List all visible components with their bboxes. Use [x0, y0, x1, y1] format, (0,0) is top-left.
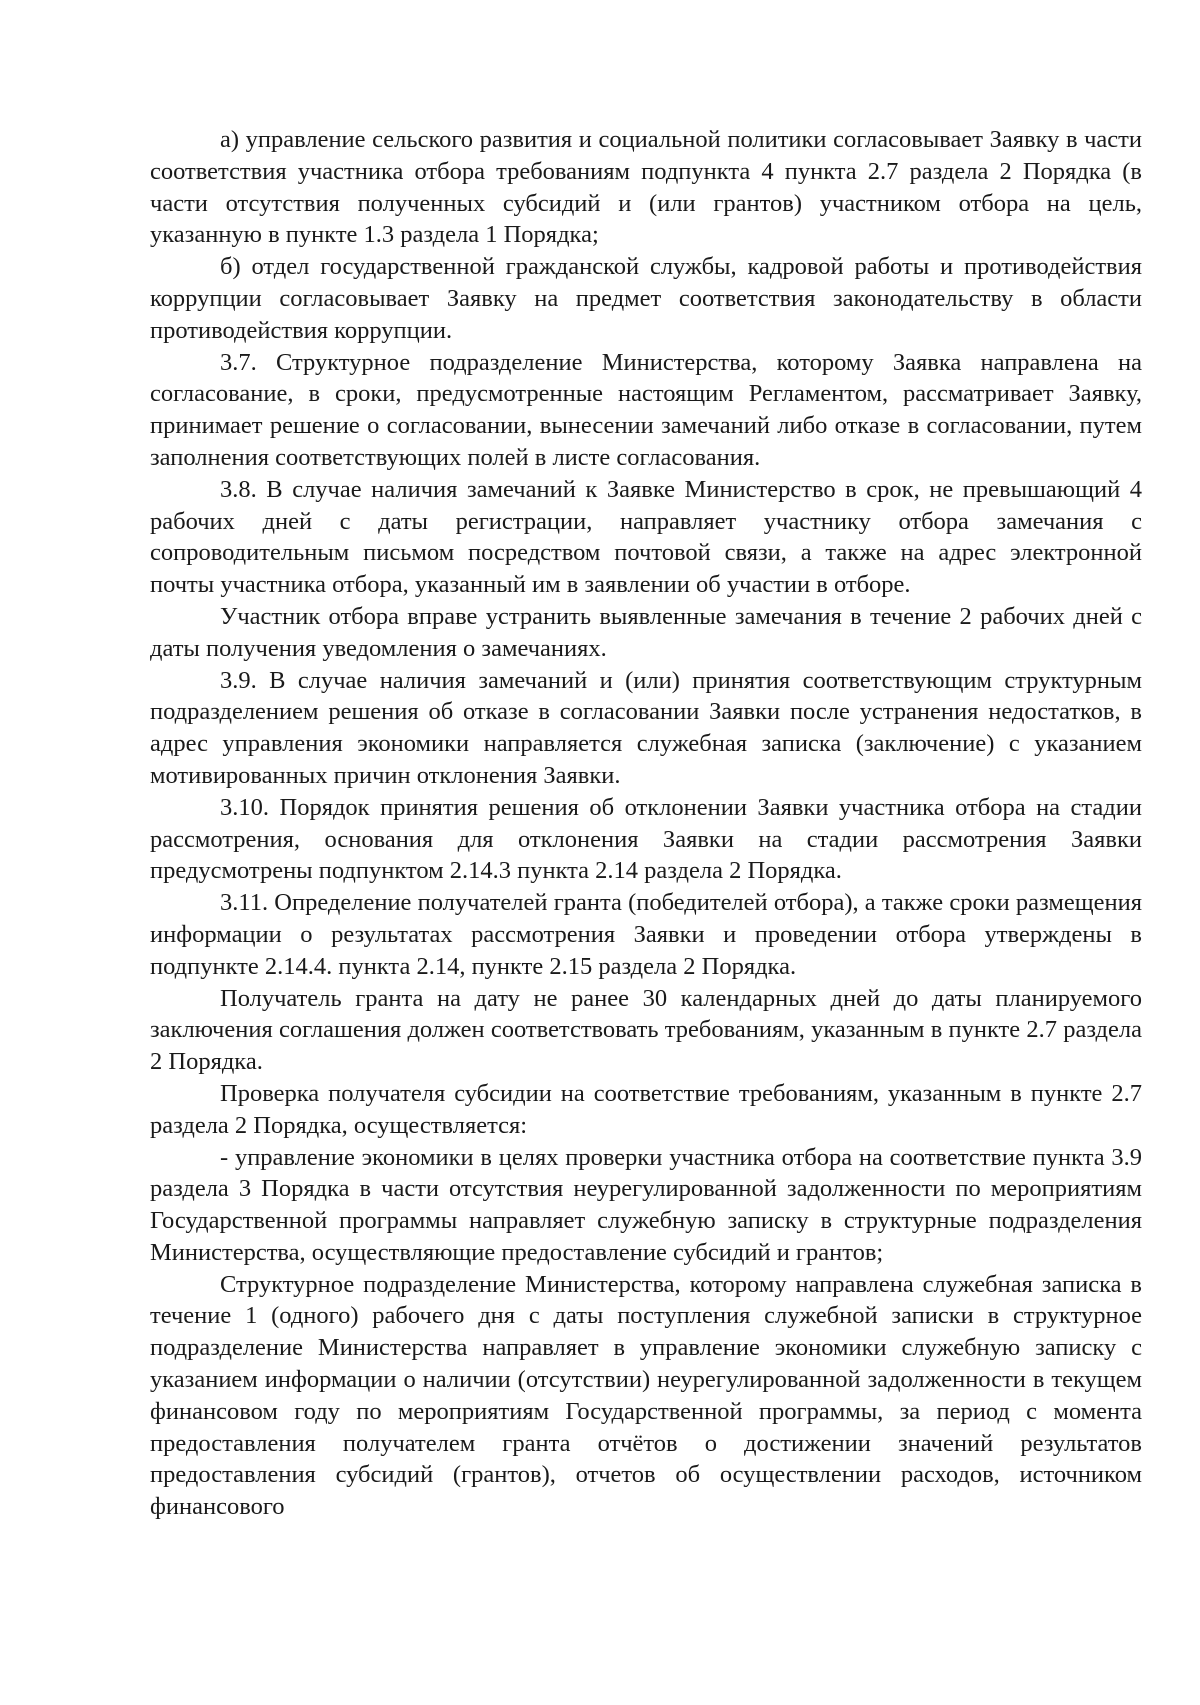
paragraph-3-10: 3.10. Порядок принятия решения об отклонении Заявки участника отбора на стадии рассмотрения, основания для отклонения Заявки на стадии рассмотрения Заявки предусмотрены подпунктом 2.14.3 пункта 2.14 раздела 2 Порядка. — [150, 793, 1142, 885]
paragraph-b: б) отдел государственной гражданской службы, кадровой работы и противодействия коррупции согласовывает Заявку на предмет соответствия законодательству в области противодействия коррупции. — [150, 253, 1142, 344]
paragraph-3-11: 3.11. Определение получателей гранта (победителей отбора), а также сроки размещения информации о результатах рассмотрения Заявки и проведении отбора утверждены в подпункте 2.14.4. пункта 2.14, пункте 2.15 раздела 2 Порядка. — [150, 889, 1142, 980]
paragraph-3-9: 3.9. В случае наличия замечаний и (или) принятия соответствующим структурным подразделением решения об отказе в согласовании Заявки после устранения недостатков, в адрес управления экономики направляется служебная записка (заключение) с указанием мотивированных причин отклонения Заявки. — [150, 666, 1142, 789]
document-body — [150, 124, 1142, 1523]
paragraph-3-8-participant: Участник отбора вправе устранить выявленные замечания в течение 2 рабочих дней с даты получения уведомления о замечаниях. — [150, 602, 1142, 662]
paragraph-economics-dept: - управление экономики в целях проверки участника отбора на соответствие пункта 3.9 раздела 3 Порядка в части отсутствия неурегулированной задолженности по мероприятиям Государственной программы направляет служебную записку в структурные подразделения Министерства, осуществляющие предоставление субсидий и грантов; — [150, 1143, 1142, 1266]
paragraph-a: а) управление сельского развития и социальной политики согласовывает Заявку в части соответствия участника отбора требованиям подпункта 4 пункта 2.7 раздела 2 Порядка (в части отсутствия полученных субсидий и (или грантов) участником отбора на цель, указанную в пункте 1.3 раздела 1 Порядка; — [150, 126, 1142, 249]
paragraph-grant-recipient: Получатель гранта на дату не ранее 30 календарных дней до даты планируемого заключения соглашения должен соответствовать требованиям, указанным в пункте 2.7 раздела 2 Порядка. — [150, 984, 1142, 1076]
paragraph-3-7: 3.7. Структурное подразделение Министерства, которому Заявка направлена на согласование, в сроки, предусмотренные настоящим Регламентом, рассматривает Заявку, принимает решение о согласовании, вынесении замечаний либо отказе в согласовании, путем заполнения соответствующих полей в листе согласования. — [150, 348, 1142, 471]
paragraph-3-8: 3.8. В случае наличия замечаний к Заявке Министерство в срок, не превышающий 4 рабочих дней с даты регистрации, направляет участнику отбора замечания с сопроводительным письмом посредством почтовой связи, а также на адрес электронной почты участника отбора, указанный им в заявлении об участии в отборе. — [150, 475, 1142, 599]
paragraph-verification: Проверка получателя субсидии на соответствие требованиям, указанным в пункте 2.7 раздела 2 Порядка, осуществляется: — [150, 1079, 1142, 1139]
paragraph-structural-unit: Структурное подразделение Министерства, которому направлена служебная записка в течение 1 (одного) рабочего дня с даты поступления служебной записки в структурное подразделение Министерства направляет в управление экономики служебную записку с указанием информации о наличии (отсутствии) неурегулированной задолженности в текущем финансовом году по мероприятиям Государственной программы, за период с момента предоставления получателем гранта отчётов о достижении значений результатов предоставления субсидий (грантов), отчетов об осуществлении расходов, источником финансового — [150, 1270, 1142, 1521]
